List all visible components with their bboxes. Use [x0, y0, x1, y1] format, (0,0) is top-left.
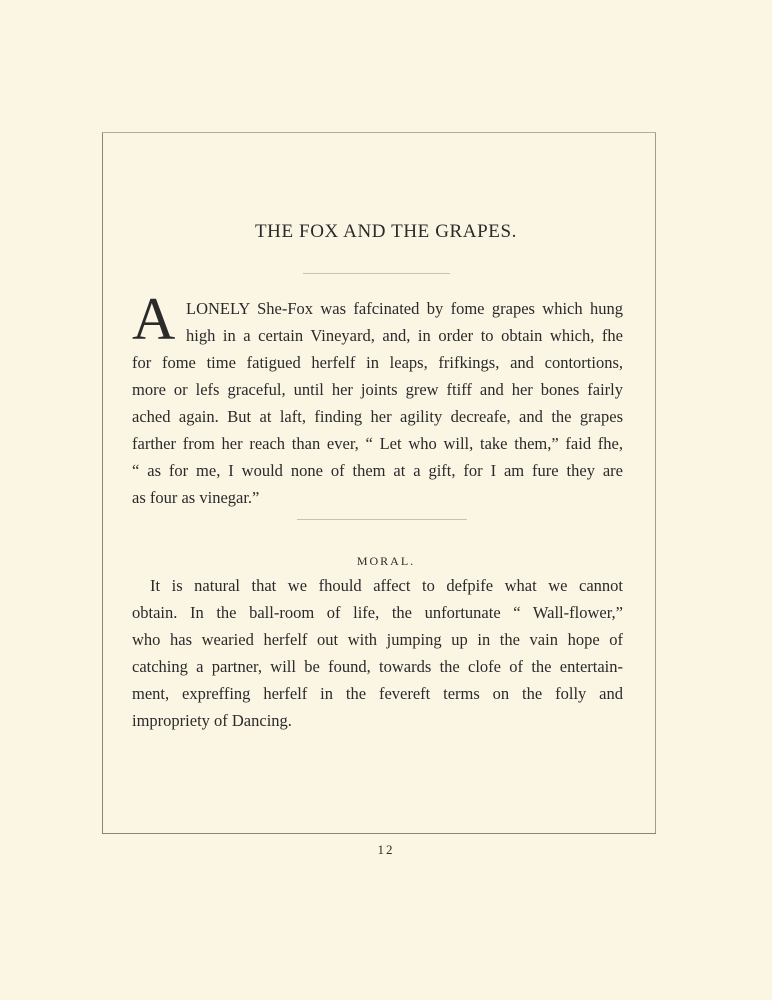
fable-line: as four as vinegar.”	[132, 488, 260, 507]
moral-line: ment, expreffing herfelf in the fevereft terms on the folly and	[132, 684, 623, 703]
moral-line: who has wearied herfelf out with jumping up in the vain hope of	[132, 630, 623, 649]
fable-line: for fome time fatigued herfelf in leaps, frifkings, and contortions,	[132, 353, 623, 372]
moral-line: It is natural that we fhould affect to defpife what we cannot	[150, 576, 623, 595]
title-divider	[303, 273, 450, 274]
page-number: 12	[377, 842, 395, 857]
fable-title: THE FOX AND THE GRAPES.	[254, 221, 518, 242]
fable-line: farther from her reach than ever, “ Let who will, take them,” faid fhe,	[132, 434, 623, 453]
moral-line: obtain. In the ball-room of life, the unfortunate “ Wall-flower,”	[132, 603, 623, 622]
fable-line: high in a certain Vineyard, and, in order to obtain which, fhe	[186, 326, 623, 345]
moral-heading: MORAL.	[356, 554, 416, 568]
fable-line: “ as for me, I would none of them at a gift, for I am fure they are	[132, 461, 623, 480]
frame-bottom-border	[102, 833, 656, 834]
fable-line: ached again. But at laft, finding her agility decreafe, and the grapes	[132, 407, 623, 426]
moral-divider	[297, 519, 467, 520]
frame-top-border	[102, 132, 656, 133]
moral-line: impropriety of Dancing.	[132, 711, 292, 730]
fable-line: LONELY She-Fox was fafcinated by fome grapes which hung	[186, 299, 623, 318]
drop-cap: A	[132, 286, 176, 352]
fable-line: more or lefs graceful, until her joints grew ftiff and her bones fairly	[132, 380, 623, 399]
moral-line: catching a partner, will be found, towards the clofe of the entertain-	[132, 657, 623, 676]
